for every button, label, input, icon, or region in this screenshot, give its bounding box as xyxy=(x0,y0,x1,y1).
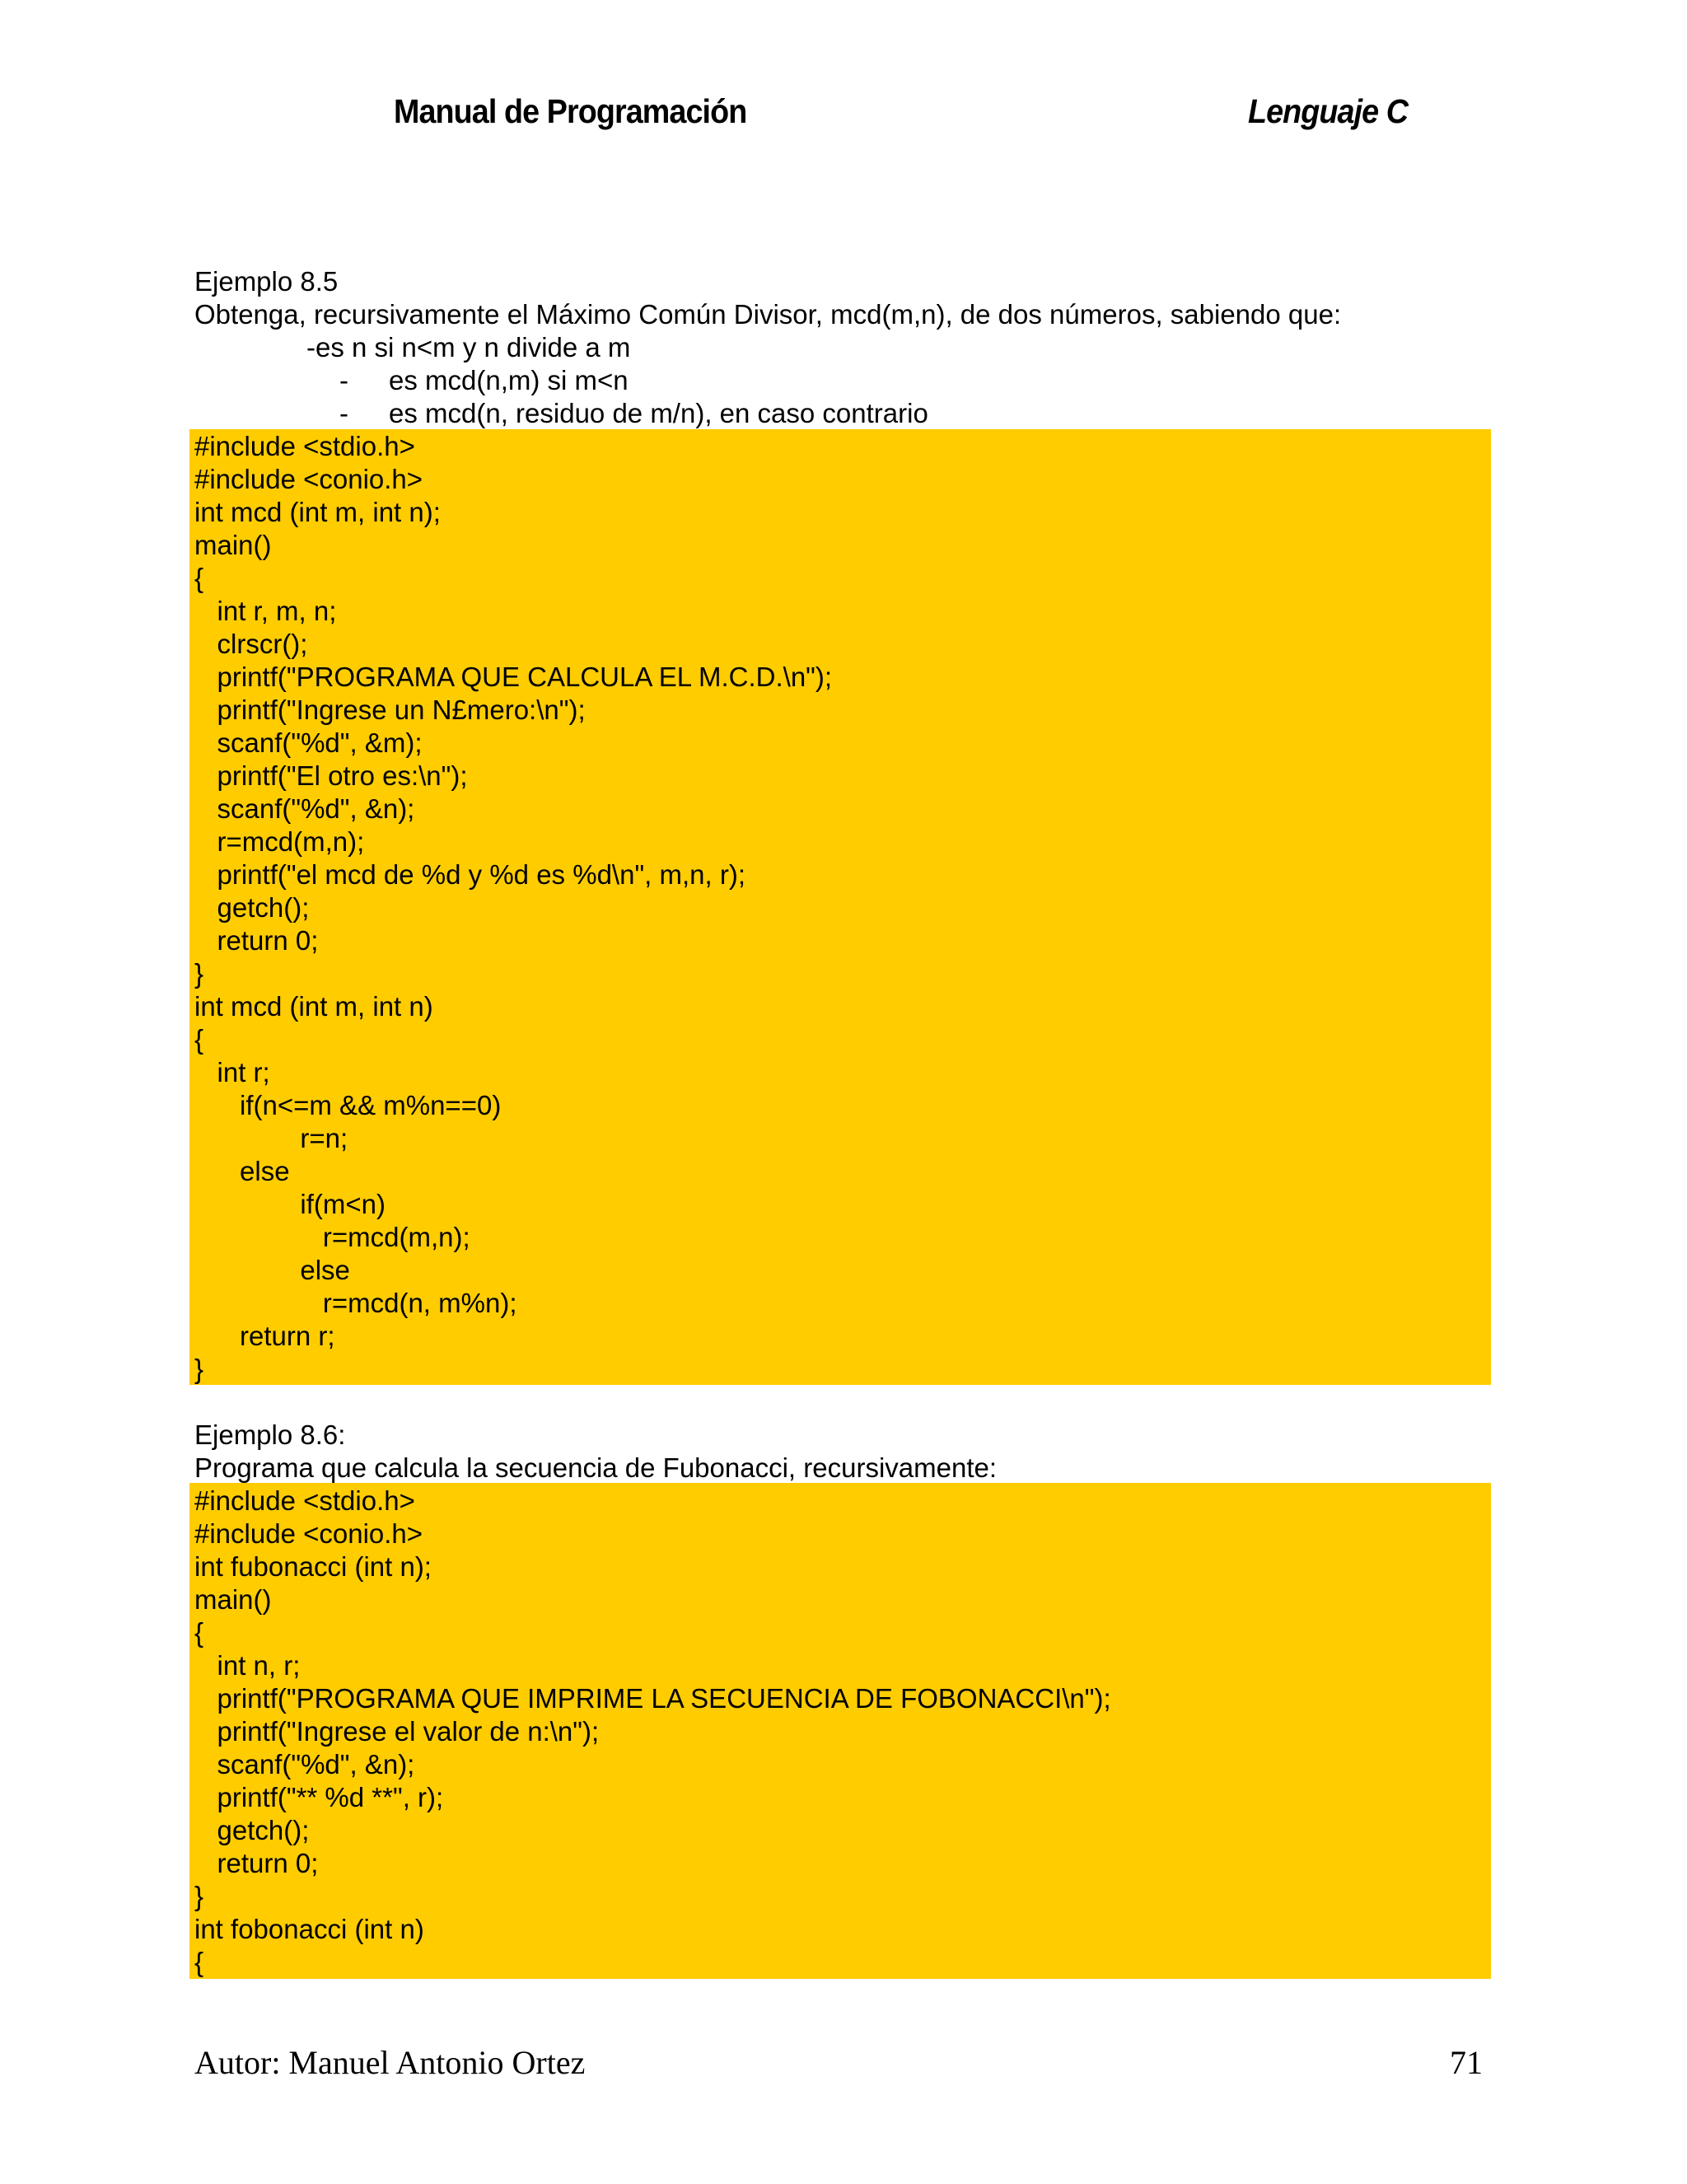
code-line: main() xyxy=(194,530,272,560)
code-line: main() xyxy=(194,1584,272,1615)
code-line: int mcd (int m, int n); xyxy=(194,497,441,527)
code-line: return 0; xyxy=(194,925,319,956)
code-line: #include <conio.h> xyxy=(194,464,423,494)
code-line: if(n<=m && m%n==0) xyxy=(194,1090,502,1120)
code-line: scanf("%d", &m); xyxy=(194,727,423,758)
code-line: { xyxy=(194,1617,204,1648)
code-line: #include <stdio.h> xyxy=(194,431,415,461)
code-line: if(m<n) xyxy=(194,1189,386,1219)
code-line: int fobonacci (int n) xyxy=(194,1914,424,1944)
code-line: printf("** %d **", r); xyxy=(194,1782,444,1812)
code-line: scanf("%d", &n); xyxy=(194,1749,415,1779)
code-line: #include <conio.h> xyxy=(194,1518,423,1549)
code-line: printf("Ingrese un N£mero:\n"); xyxy=(194,694,586,725)
code-line: r=mcd(m,n); xyxy=(194,1222,470,1252)
code-line: getch(); xyxy=(194,892,310,923)
code-line: { xyxy=(194,1947,204,1977)
code-line: printf("PROGRAMA QUE IMPRIME LA SECUENCIA DE FOBONACCI\n"); xyxy=(194,1683,1111,1714)
code-line: printf("Ingrese el valor de n:\n"); xyxy=(194,1716,600,1747)
code-line: printf("PROGRAMA QUE CALCULA EL M.C.D.\n"); xyxy=(194,662,833,692)
code-line: #include <stdio.h> xyxy=(194,1485,415,1516)
condition-2-dash: - xyxy=(339,365,348,395)
code-line: printf("El otro es:\n"); xyxy=(194,760,468,791)
condition-3: es mcd(n, residuo de m/n), en caso contrario xyxy=(389,398,928,428)
code-line: int mcd (int m, int n) xyxy=(194,991,433,1022)
example-8-6-title: Ejemplo 8.6: xyxy=(194,1419,346,1450)
page-number: 71 xyxy=(1450,2044,1483,2081)
code-line: { xyxy=(194,1024,204,1055)
code-line: getch(); xyxy=(194,1815,310,1845)
code-line: printf("el mcd de %d y %d es %d\n", m,n, r); xyxy=(194,859,745,890)
footer-author: Autor: Manuel Antonio Ortez xyxy=(194,2044,586,2081)
code-line: clrscr(); xyxy=(194,629,308,659)
code-line: } xyxy=(194,958,204,989)
header-language: Lenguaje C xyxy=(1248,92,1409,130)
code-line: r=mcd(m,n); xyxy=(194,826,365,857)
code-line: else xyxy=(194,1156,290,1186)
condition-1: -es n si n<m y n divide a m xyxy=(306,332,631,362)
code-line: r=mcd(n, m%n); xyxy=(194,1288,517,1318)
example-8-6-description: Programa que calcula la secuencia de Fubonacci, recursivamente: xyxy=(194,1452,998,1483)
code-line: return 0; xyxy=(194,1848,319,1878)
code-line: } xyxy=(194,1881,204,1911)
condition-3-dash: - xyxy=(339,398,348,428)
code-line: scanf("%d", &n); xyxy=(194,793,415,824)
example-8-5-title: Ejemplo 8.5 xyxy=(194,266,339,297)
condition-2: es mcd(n,m) si m<n xyxy=(389,365,629,395)
code-line: return r; xyxy=(194,1321,335,1351)
code-line: r=n; xyxy=(194,1123,348,1153)
code-line: int fubonacci (int n); xyxy=(194,1551,432,1582)
code-line: int r, m, n; xyxy=(194,596,337,626)
code-line: } xyxy=(194,1354,204,1384)
code-line: else xyxy=(194,1255,350,1285)
code-line: int n, r; xyxy=(194,1650,301,1681)
example-8-5-description: Obtenga, recursivamente el Máximo Común Divisor, mcd(m,n), de dos números, sabiendo que: xyxy=(194,299,1342,330)
code-line: { xyxy=(194,563,204,593)
code-line: int r; xyxy=(194,1057,270,1087)
header-manual-title: Manual de Programación xyxy=(394,92,747,130)
